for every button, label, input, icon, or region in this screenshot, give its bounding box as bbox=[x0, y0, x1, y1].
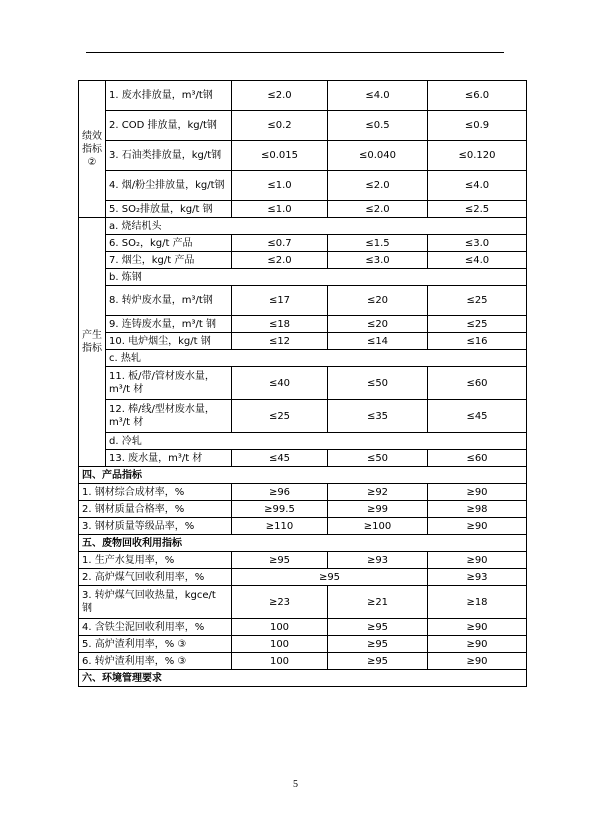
value-cell: 100 bbox=[232, 619, 328, 636]
value-cell: ≤50 bbox=[328, 367, 428, 400]
row-label: 11. 板/带/管材废水量，m³/t 材 bbox=[106, 367, 232, 400]
page-number: 5 bbox=[293, 779, 298, 790]
table-row bbox=[79, 141, 527, 171]
value-cell: ≥21 bbox=[328, 586, 428, 619]
table-row bbox=[79, 201, 527, 218]
value-cell: ≤2.0 bbox=[232, 81, 328, 111]
value-cell: ≤3.0 bbox=[328, 252, 428, 269]
row-label: 7. 烟尘，kg/t 产品 bbox=[106, 252, 232, 269]
table-row bbox=[79, 367, 527, 400]
value-cell: ≤16 bbox=[428, 333, 527, 350]
row-label: 3. 转炉煤气回收热量，kgce/t 钢 bbox=[79, 586, 232, 619]
value-cell: ≥90 bbox=[428, 518, 527, 535]
table-row bbox=[79, 235, 527, 252]
value-cell: ≤17 bbox=[232, 286, 328, 316]
value-cell: ≤4.0 bbox=[428, 171, 527, 201]
row-label: 1. 钢材综合成材率，% bbox=[79, 484, 232, 501]
value-cell: ≤40 bbox=[232, 367, 328, 400]
section-heading: 五、废物回收利用指标 bbox=[79, 535, 527, 552]
value-cell: ≤25 bbox=[428, 286, 527, 316]
value-cell: ≥100 bbox=[328, 518, 428, 535]
value-cell: ≤0.015 bbox=[232, 141, 328, 171]
value-cell: ≥93 bbox=[328, 552, 428, 569]
value-cell: ≤20 bbox=[328, 286, 428, 316]
value-cell: ≥95 bbox=[232, 569, 428, 586]
value-cell: ≥95 bbox=[328, 653, 428, 670]
value-cell: ≤0.040 bbox=[328, 141, 428, 171]
value-cell: ≥96 bbox=[232, 484, 328, 501]
row-label: 6. SO₂，kg/t 产品 bbox=[106, 235, 232, 252]
row-label: 2. 高炉煤气回收利用率，% bbox=[79, 569, 232, 586]
value-cell: ≤0.9 bbox=[428, 111, 527, 141]
table-row bbox=[79, 518, 527, 535]
table-row bbox=[79, 252, 527, 269]
row-label: 5. 高炉渣利用率，% ③ bbox=[79, 636, 232, 653]
value-cell: ≤3.0 bbox=[428, 235, 527, 252]
row-label: 3. 石油类排放量，kg/t钢 bbox=[106, 141, 232, 171]
value-cell: ≥110 bbox=[232, 518, 328, 535]
value-cell: ≤0.5 bbox=[328, 111, 428, 141]
value-cell: ≤1.0 bbox=[232, 201, 328, 218]
row-label: 3. 钢材质量等级品率，% bbox=[79, 518, 232, 535]
row-label: 9. 连铸废水量，m³/t 钢 bbox=[106, 316, 232, 333]
value-cell: 100 bbox=[232, 653, 328, 670]
subheading: a. 烧结机头 bbox=[106, 218, 527, 235]
table-row bbox=[79, 586, 527, 619]
value-cell: ≤4.0 bbox=[428, 252, 527, 269]
table-row bbox=[79, 286, 527, 316]
subheading: d. 冷轧 bbox=[106, 433, 527, 450]
value-cell: ≥90 bbox=[428, 653, 527, 670]
table-row bbox=[79, 333, 527, 350]
table-row bbox=[79, 501, 527, 518]
value-cell: ≥99 bbox=[328, 501, 428, 518]
section-heading: 六、环境管理要求 bbox=[79, 670, 527, 687]
table-row bbox=[79, 636, 527, 653]
row-label: 13. 废水量，m³/t 材 bbox=[106, 450, 232, 467]
value-cell: ≤45 bbox=[232, 450, 328, 467]
value-cell: ≤2.5 bbox=[428, 201, 527, 218]
value-cell: ≤20 bbox=[328, 316, 428, 333]
value-cell: ≥95 bbox=[232, 552, 328, 569]
table-row bbox=[79, 269, 527, 286]
table-row bbox=[79, 111, 527, 141]
value-cell: ≥18 bbox=[428, 586, 527, 619]
value-cell: ≥93 bbox=[428, 569, 527, 586]
row-label: 4. 烟/粉尘排放量，kg/t钢 bbox=[106, 171, 232, 201]
row-label: 2. 钢材质量合格率，% bbox=[79, 501, 232, 518]
row-label: 4. 含铁尘泥回收利用率，% bbox=[79, 619, 232, 636]
value-cell: ≤1.0 bbox=[232, 171, 328, 201]
value-cell: ≥90 bbox=[428, 484, 527, 501]
value-cell: ≤1.5 bbox=[328, 235, 428, 252]
row-label: 8. 转炉废水量，m³/t钢 bbox=[106, 286, 232, 316]
value-cell: ≥90 bbox=[428, 636, 527, 653]
table-row bbox=[79, 171, 527, 201]
value-cell: ≤50 bbox=[328, 450, 428, 467]
table-row bbox=[79, 569, 527, 586]
table-row bbox=[79, 619, 527, 636]
value-cell: ≥98 bbox=[428, 501, 527, 518]
value-cell: ≤18 bbox=[232, 316, 328, 333]
value-cell: ≥95 bbox=[328, 619, 428, 636]
row-label: 2. COD 排放量，kg/t钢 bbox=[106, 111, 232, 141]
table-row bbox=[79, 218, 527, 235]
value-cell: ≤4.0 bbox=[328, 81, 428, 111]
table-row bbox=[79, 653, 527, 670]
header-rule bbox=[86, 52, 504, 53]
value-cell: ≥92 bbox=[328, 484, 428, 501]
table-row bbox=[79, 535, 527, 552]
value-cell: ≤35 bbox=[328, 400, 428, 433]
value-cell: ≤6.0 bbox=[428, 81, 527, 111]
value-cell: ≥95 bbox=[328, 636, 428, 653]
value-cell: ≤14 bbox=[328, 333, 428, 350]
value-cell: ≤45 bbox=[428, 400, 527, 433]
value-cell: 100 bbox=[232, 636, 328, 653]
row-label: 10. 电炉烟尘，kg/t 钢 bbox=[106, 333, 232, 350]
value-cell: ≤0.7 bbox=[232, 235, 328, 252]
table-row bbox=[79, 350, 527, 367]
group-label-performance: 绩效指标② bbox=[79, 81, 106, 218]
subheading: c. 热轧 bbox=[106, 350, 527, 367]
value-cell: ≥90 bbox=[428, 619, 527, 636]
table-row bbox=[79, 552, 527, 569]
table-row bbox=[79, 81, 527, 111]
value-cell: ≤25 bbox=[232, 400, 328, 433]
value-cell: ≤25 bbox=[428, 316, 527, 333]
group-label-production: 产生指标 bbox=[79, 218, 106, 467]
table-row bbox=[79, 670, 527, 687]
value-cell: ≥23 bbox=[232, 586, 328, 619]
row-label: 5. SO₂排放量，kg/t 钢 bbox=[106, 201, 232, 218]
table-row bbox=[79, 484, 527, 501]
section-heading: 四、产品指标 bbox=[79, 467, 527, 484]
row-label: 6. 转炉渣利用率，% ③ bbox=[79, 653, 232, 670]
value-cell: ≤0.2 bbox=[232, 111, 328, 141]
value-cell: ≤2.0 bbox=[328, 171, 428, 201]
value-cell: ≥90 bbox=[428, 552, 527, 569]
table-row bbox=[79, 433, 527, 450]
table-row bbox=[79, 316, 527, 333]
row-label: 12. 棒/线/型材废水量，m³/t 材 bbox=[106, 400, 232, 433]
subheading: b. 炼钢 bbox=[106, 269, 527, 286]
value-cell: ≤2.0 bbox=[232, 252, 328, 269]
value-cell: ≤12 bbox=[232, 333, 328, 350]
row-label: 1. 废水排放量，m³/t钢 bbox=[106, 81, 232, 111]
table-row bbox=[79, 400, 527, 433]
value-cell: ≤0.120 bbox=[428, 141, 527, 171]
table-row bbox=[79, 450, 527, 467]
value-cell: ≤60 bbox=[428, 450, 527, 467]
row-label: 1. 生产水复用率，% bbox=[79, 552, 232, 569]
value-cell: ≤2.0 bbox=[328, 201, 428, 218]
value-cell: ≥99.5 bbox=[232, 501, 328, 518]
indicator-table bbox=[78, 80, 527, 687]
table-row bbox=[79, 467, 527, 484]
value-cell: ≤60 bbox=[428, 367, 527, 400]
